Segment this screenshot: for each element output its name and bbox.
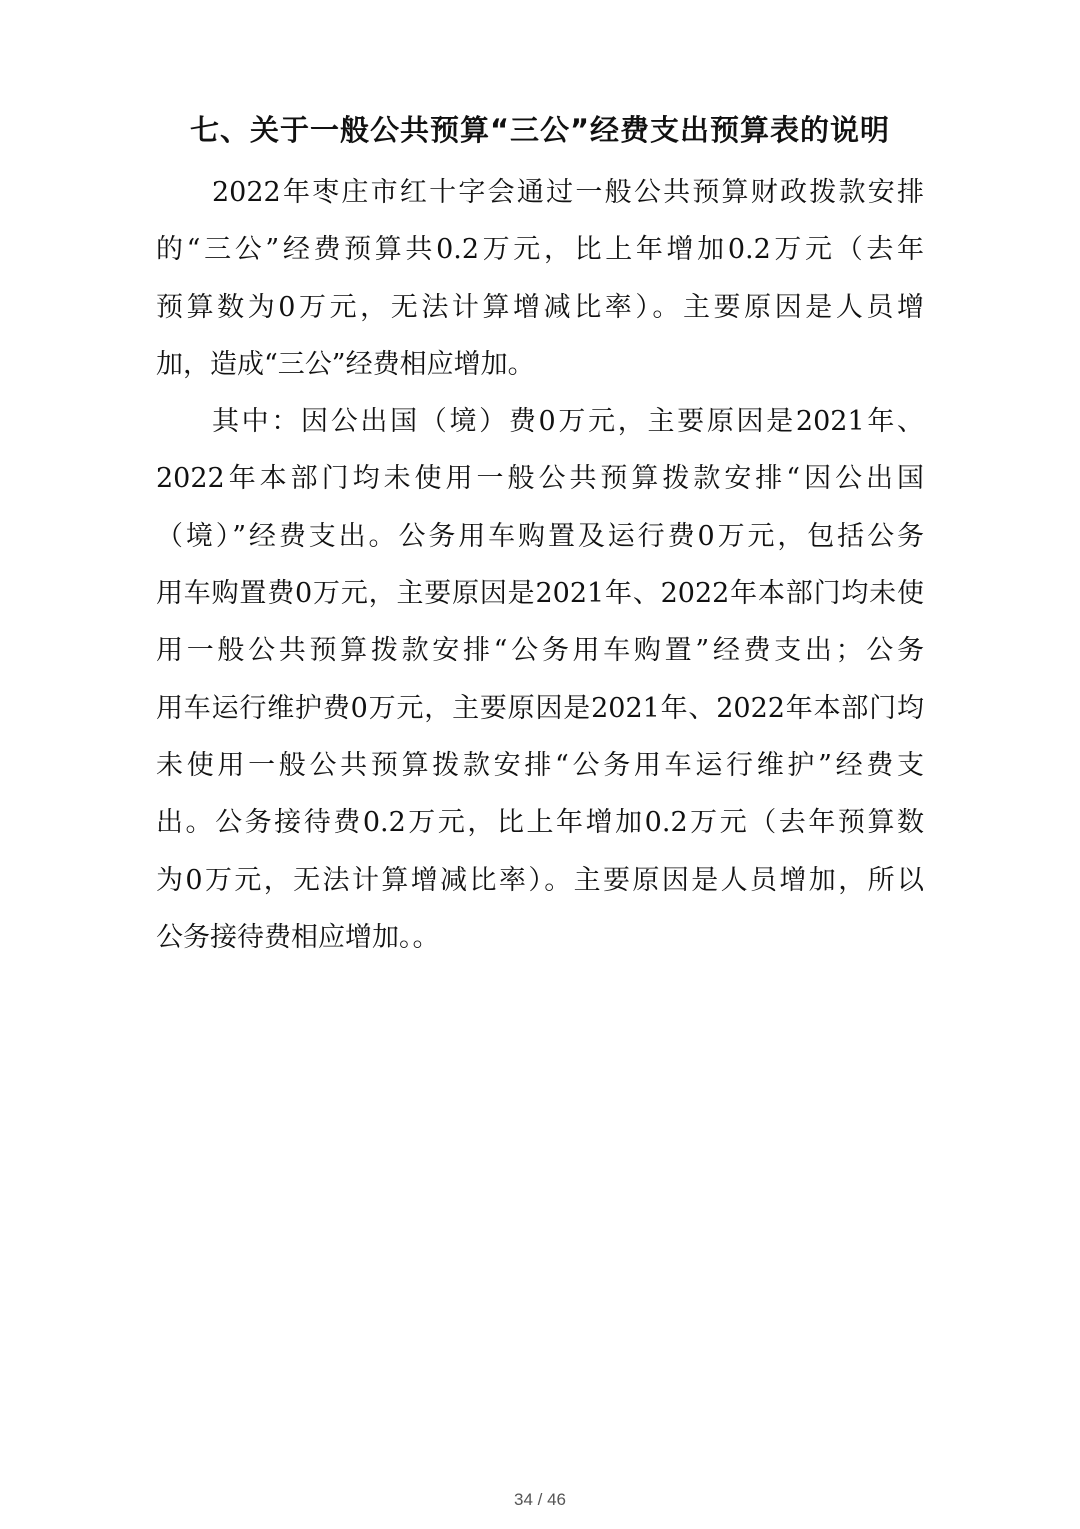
paragraph-line: 预算数为0万元，无法计算增减比率）。主要原因是人员增 [156, 291, 924, 323]
paragraph-line: 加，造成“三公”经费相应增加。 [156, 348, 535, 380]
section-heading: 七、关于一般公共预算“三公”经费支出预算表的说明 [189, 113, 891, 147]
paragraph-line: 的“三公”经费预算共0.2万元，比上年增加0.2万元（去年 [156, 234, 924, 266]
paragraph-line: 用车运行维护费0万元，主要原因是2021年、2022年本部门均 [156, 692, 924, 724]
paragraph-2 [156, 393, 924, 966]
paragraph-line: 出。公务接待费0.2万元，比上年增加0.2万元（去年预算数 [156, 807, 924, 839]
paragraph-1 [156, 164, 924, 393]
paragraph-line: 其中：因公出国（境）费0万元，主要原因是2021年、 [212, 406, 924, 438]
paragraph-line: 用一般公共预算拨款安排“公务用车购置”经费支出；公务 [156, 635, 924, 667]
paragraph-line: 为0万元，无法计算增减比率）。主要原因是人员增加，所以 [156, 864, 924, 896]
paragraph-line: （境）”经费支出。公务用车购置及运行费0万元，包括公务 [156, 520, 924, 552]
paragraph-line: 2022年本部门均未使用一般公共预算拨款安排“因公出国 [156, 463, 924, 495]
paragraph-line: 用车购置费0万元，主要原因是2021年、2022年本部门均未使 [156, 578, 924, 610]
page-number: 34 / 46 [514, 1490, 566, 1509]
paragraph-line: 未使用一般公共预算拨款安排“公务用车运行维护”经费支 [156, 749, 924, 781]
paragraph-line: 2022年枣庄市红十字会通过一般公共预算财政拨款安排 [212, 177, 924, 208]
body-text [156, 164, 924, 966]
paragraph-line: 公务接待费相应增加。。 [156, 921, 440, 953]
